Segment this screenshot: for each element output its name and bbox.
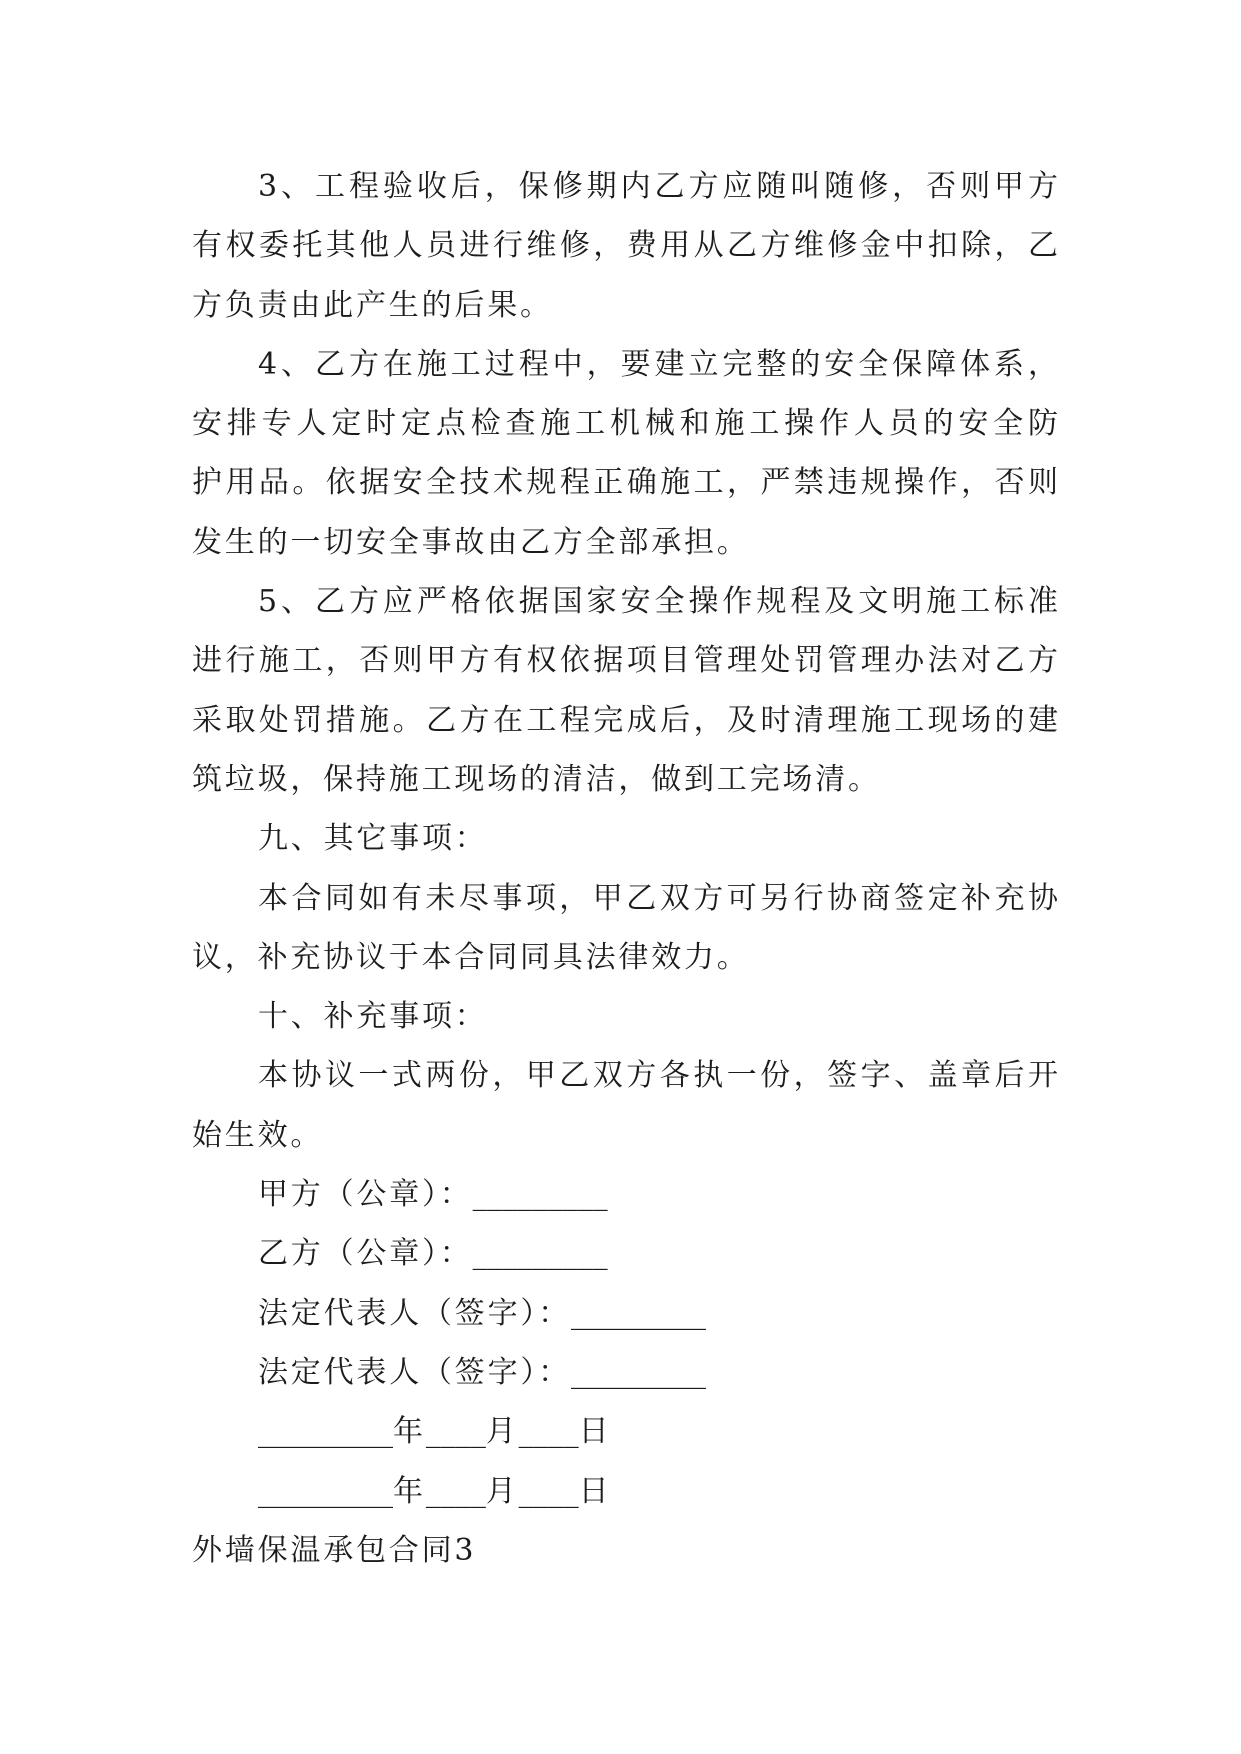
section-heading: 九、其它事项：	[258, 821, 488, 857]
clause-paragraph	[192, 157, 1058, 335]
fill-in-blank: _________	[472, 1177, 608, 1213]
signature-block	[192, 1165, 1058, 1521]
paragraph-line: 有权委托其他人员进行维修，费用从乙方维修金中扣除，乙	[192, 228, 1058, 264]
date-line: _________年____月____日	[258, 1414, 612, 1450]
paragraph-line: 护用品。依据安全技术规程正确施工，严禁违规操作，否则	[192, 465, 1058, 501]
fill-in-blank: ____	[518, 1473, 579, 1509]
fill-in-blank: ____	[425, 1473, 486, 1509]
paragraph-line: 安排专人定时定点检查施工机械和施工操作人员的安全防	[192, 406, 1058, 442]
legal-representative-signature-line: 法定代表人（签字）：_________	[258, 1354, 706, 1390]
paragraph-line: 进行施工，否则甲方有权依据项目管理处罚管理办法对乙方	[192, 643, 1058, 679]
fill-in-blank: _________	[571, 1295, 706, 1331]
paragraph-line: 方负责由此产生的后果。	[192, 287, 553, 323]
paragraph-line: 发生的一切安全事故由乙方全部承担。	[192, 524, 750, 560]
document-body	[192, 157, 1058, 1580]
party-b-seal-line: 乙方（公章）：_________	[258, 1236, 608, 1272]
paragraph-line: 始生效。	[192, 1117, 324, 1153]
clause-paragraph	[192, 572, 1058, 809]
paragraph-line: 筑垃圾，保持施工现场的清洁，做到工完场清。	[192, 761, 881, 797]
fill-in-blank: _________	[258, 1414, 393, 1450]
date-line: _________年____月____日	[258, 1473, 612, 1509]
paragraph-line: 5、乙方应严格依据国家安全操作规程及文明施工标准	[258, 584, 1058, 620]
party-a-seal-line: 甲方（公章）：_________	[258, 1177, 608, 1213]
clause-paragraph	[192, 1046, 1058, 1165]
paragraph-line: 本合同如有未尽事项，甲乙双方可另行协商签定补充协	[258, 880, 1058, 916]
paragraph-line: 议，补充协议于本合同同具法律效力。	[192, 939, 750, 975]
fill-in-blank: ____	[518, 1414, 579, 1450]
section-heading: 十、补充事项：	[258, 999, 488, 1035]
paragraph-line: 4、乙方在施工过程中，要建立完整的安全保障体系，	[258, 346, 1058, 382]
fill-in-blank: _________	[472, 1236, 608, 1272]
paragraph-line: 本协议一式两份，甲乙双方各执一份，签字、盖章后开	[258, 1058, 1058, 1094]
next-contract-title: 外墙保温承包合同3	[192, 1532, 477, 1568]
paragraph-line: 3、工程验收后，保修期内乙方应随叫随修，否则甲方	[258, 169, 1058, 204]
legal-representative-signature-line: 法定代表人（签字）：_________	[258, 1295, 706, 1331]
clause-paragraph	[192, 335, 1058, 572]
section-heading-other-matters	[192, 809, 1058, 868]
fill-in-blank: _________	[571, 1354, 706, 1390]
fill-in-blank: ____	[425, 1414, 486, 1450]
clause-paragraph	[192, 869, 1058, 988]
section-heading-supplementary	[192, 987, 1058, 1046]
paragraph-line: 采取处罚措施。乙方在工程完成后，及时清理施工现场的建	[192, 702, 1058, 738]
fill-in-blank: _________	[258, 1473, 393, 1509]
